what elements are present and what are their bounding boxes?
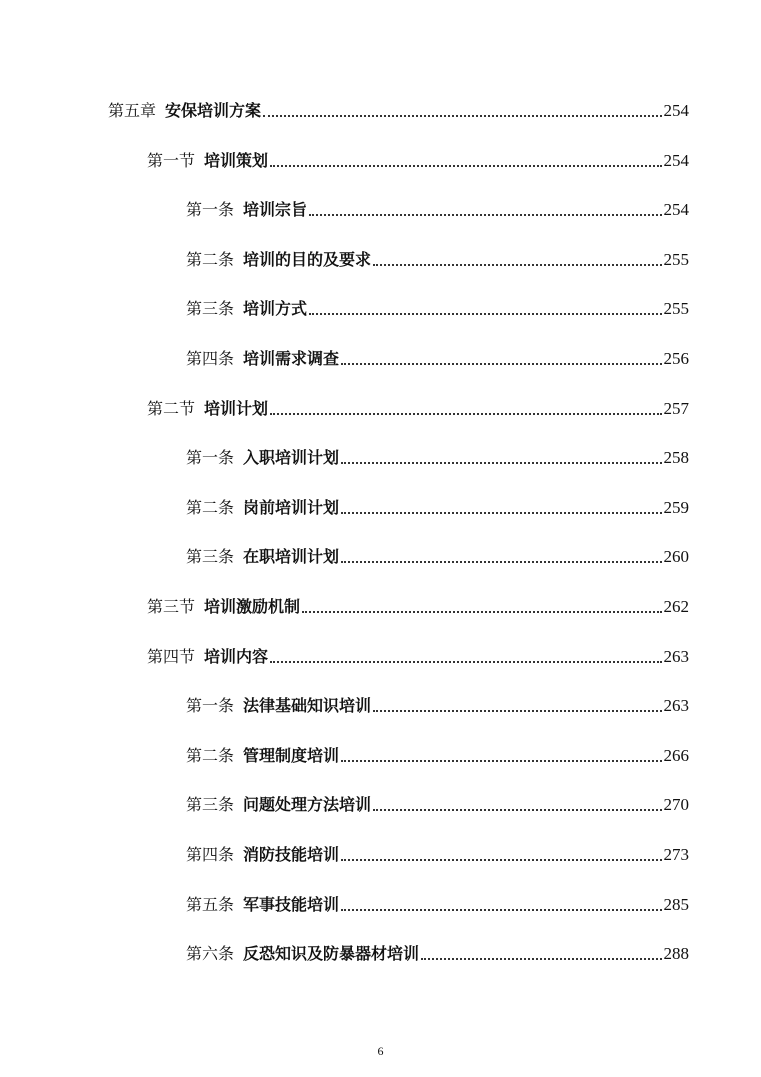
toc-entry-title: 培训宗旨: [243, 200, 308, 219]
dot-leader: [309, 313, 661, 315]
toc-entry-number: 第一条: [186, 200, 235, 219]
dot-leader: [309, 214, 661, 216]
dot-leader: [302, 611, 661, 613]
dot-leader: [270, 661, 661, 663]
toc-entry[interactable]: [186, 494, 689, 518]
toc-entry-number: 第二条: [186, 498, 235, 517]
dot-leader: [341, 859, 661, 861]
dot-leader: [270, 413, 661, 415]
toc-entry[interactable]: [108, 97, 689, 121]
toc-entry[interactable]: [186, 196, 689, 220]
toc-entry[interactable]: [147, 643, 689, 667]
toc-entry[interactable]: [147, 395, 689, 419]
dot-leader: [341, 909, 661, 911]
toc-entry[interactable]: [147, 593, 689, 617]
toc-entry-page: 256: [663, 349, 689, 368]
toc-entry-page: 255: [663, 250, 689, 269]
toc-entry-number: 第二节: [147, 399, 196, 418]
toc-entry-number: 第五条: [186, 895, 235, 914]
toc-entry-page: 258: [663, 448, 689, 467]
toc-entry-page: 257: [663, 399, 689, 418]
toc-entry[interactable]: [186, 345, 689, 369]
toc-entry-page: 259: [663, 498, 689, 517]
toc-entry-title: 培训激励机制: [204, 597, 301, 616]
toc-entry-title: 培训策划: [204, 151, 269, 170]
toc-entry-title: 培训的目的及要求: [243, 250, 372, 269]
toc-entry-page: 263: [663, 647, 689, 666]
toc-entry-title: 安保培训方案: [165, 101, 262, 120]
dot-leader: [270, 165, 661, 167]
toc-entry-page: 266: [663, 746, 689, 765]
toc-entry[interactable]: [186, 940, 689, 964]
dot-leader: [373, 809, 661, 811]
toc-entry-number: 第四条: [186, 349, 235, 368]
dot-leader: [341, 462, 661, 464]
toc-entry-title: 反恐知识及防暴器材培训: [243, 944, 420, 963]
toc-entry-page: 254: [663, 200, 689, 219]
toc-entry-title: 培训内容: [204, 647, 269, 666]
toc-entry[interactable]: [186, 692, 689, 716]
toc-entry-page: 262: [663, 597, 689, 616]
toc-entry[interactable]: [186, 246, 689, 270]
toc-entry-number: 第一条: [186, 696, 235, 715]
toc-entry[interactable]: [186, 543, 689, 567]
dot-leader: [341, 760, 661, 762]
toc-entry[interactable]: [186, 841, 689, 865]
toc-entry-title: 法律基础知识培训: [243, 696, 372, 715]
toc-entry-page: 263: [663, 696, 689, 715]
toc-entry-number: 第三条: [186, 795, 235, 814]
page-number: 6: [377, 1044, 384, 1058]
toc-entry-number: 第五章: [108, 101, 157, 120]
toc-entry-title: 军事技能培训: [243, 895, 340, 914]
toc-entry-title: 入职培训计划: [243, 448, 340, 467]
toc-entry-number: 第三条: [186, 547, 235, 566]
toc-entry-page: 285: [663, 895, 689, 914]
toc-entry-title: 培训计划: [204, 399, 269, 418]
dot-leader: [373, 264, 661, 266]
toc-entry-title: 在职培训计划: [243, 547, 340, 566]
dot-leader: [341, 363, 661, 365]
toc-entry[interactable]: [186, 791, 689, 815]
toc-entry-number: 第六条: [186, 944, 235, 963]
toc-entry-title: 消防技能培训: [243, 845, 340, 864]
toc-entry-page: 273: [663, 845, 689, 864]
toc-entry-number: 第一节: [147, 151, 196, 170]
toc-entry-number: 第一条: [186, 448, 235, 467]
toc-entry[interactable]: [186, 295, 689, 319]
toc-entry-page: 254: [663, 151, 689, 170]
toc-entry-page: 270: [663, 795, 689, 814]
toc-entry-number: 第三条: [186, 299, 235, 318]
toc-entry[interactable]: [186, 444, 689, 468]
toc-entry-number: 第二条: [186, 746, 235, 765]
dot-leader: [421, 958, 661, 960]
toc-entry-title: 岗前培训计划: [243, 498, 340, 517]
dot-leader: [373, 710, 661, 712]
toc-entry-title: 管理制度培训: [243, 746, 340, 765]
toc-entry-title: 培训需求调查: [243, 349, 340, 368]
toc-entry-page: 254: [663, 101, 689, 120]
toc-entry[interactable]: [186, 891, 689, 915]
toc-entry-number: 第三节: [147, 597, 196, 616]
toc-entry-page: 288: [663, 944, 689, 963]
toc-entry[interactable]: [186, 742, 689, 766]
toc-entry-page: 255: [663, 299, 689, 318]
toc-entry-number: 第二条: [186, 250, 235, 269]
toc-entry-page: 260: [663, 547, 689, 566]
dot-leader: [341, 512, 661, 514]
toc-entry-title: 问题处理方法培训: [243, 795, 372, 814]
toc-entry-number: 第四条: [186, 845, 235, 864]
dot-leader: [341, 561, 661, 563]
dot-leader: [263, 115, 661, 117]
toc-entry[interactable]: [147, 147, 689, 171]
toc-entry-number: 第四节: [147, 647, 196, 666]
toc-entry-title: 培训方式: [243, 299, 308, 318]
